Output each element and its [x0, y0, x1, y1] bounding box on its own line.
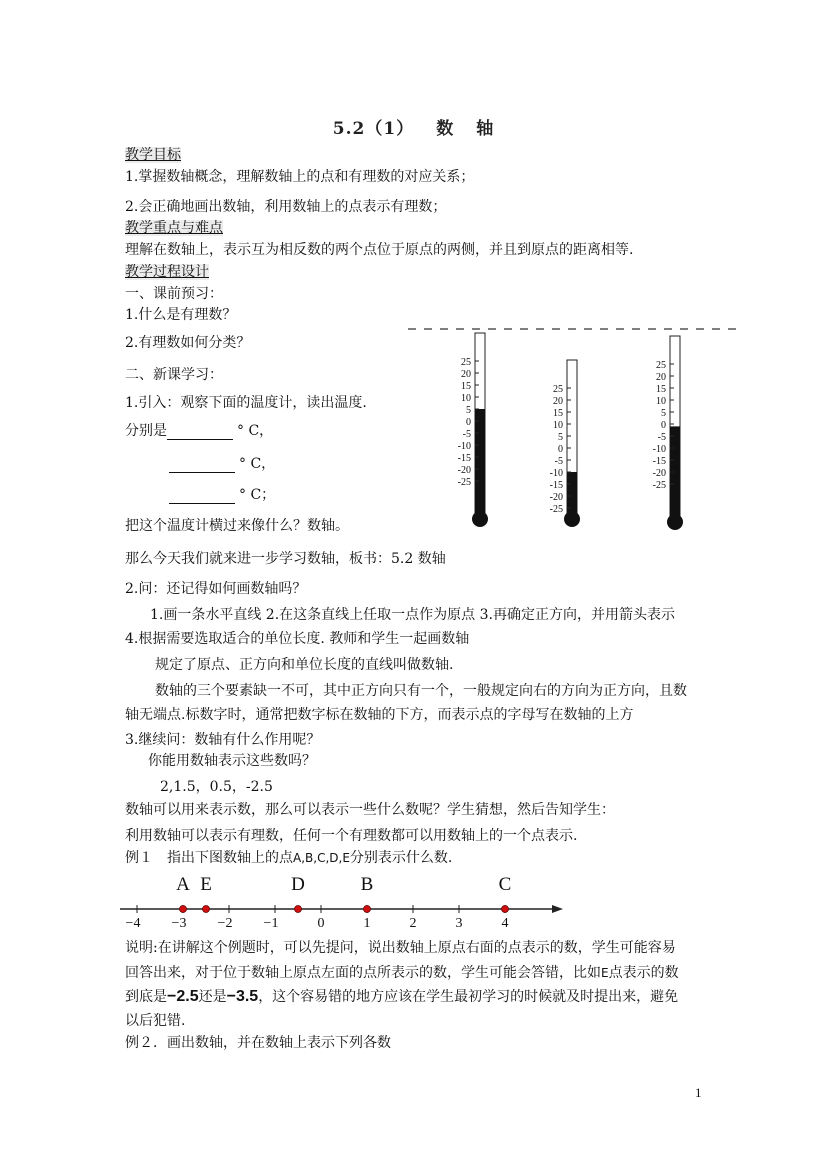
scale-label: -20 [549, 492, 563, 503]
tick-label: −2 [217, 916, 233, 931]
tick-label: 0 [317, 916, 325, 931]
scale-label: 0 [558, 444, 563, 455]
use-question: 3.继续问：数轴有什么作用呢？ [125, 732, 321, 748]
intro-text: 1.引入：观察下面的温度计，读出温度. [125, 395, 367, 411]
elements-line-2: 轴无端点.标数字时，通常把数字标在数轴的下方，而表示点的字母写在数轴的上方 [125, 707, 634, 723]
scale-label: 15 [656, 384, 666, 395]
scale-label: -5 [462, 429, 471, 440]
keypoints-text: 理解在数轴上，表示互为相反数的两个点位于原点的两侧，并且到原点的距离相等. [125, 242, 634, 258]
scale-label: 20 [656, 372, 666, 383]
scale-label: -15 [549, 480, 563, 491]
scale-label: 15 [461, 381, 471, 392]
scale-label: 25 [553, 384, 563, 395]
note-line-1: 说明:在讲解这个例题时，可以先提问，说出数轴上原点右面的点表示的数，学生可能容易 [125, 940, 676, 956]
note-line-2: 回答出来，对于位于数轴上原点左面的点所表示的数，学生可能会答错，比如E点表示的数 [125, 965, 679, 981]
tick-label: −4 [125, 916, 141, 931]
scale-label: 5 [558, 432, 563, 443]
scale-label: -25 [549, 504, 563, 515]
scale-label: -10 [549, 468, 563, 479]
point-c [502, 906, 509, 913]
scale-label: 25 [461, 357, 471, 368]
scale-label: 20 [553, 396, 563, 407]
answer-blank[interactable] [169, 459, 235, 473]
scale-label: 5 [466, 405, 471, 416]
goals-heading: 教学目标 [125, 147, 181, 163]
point-e [203, 906, 210, 913]
scale-label: 25 [656, 360, 666, 371]
scale-label: -10 [652, 444, 666, 455]
scale-label: -10 [457, 441, 471, 452]
steps-line-1: 1.画一条水平直线 2.在这条直线上任取一点作为原点 3.再确定正方向，并用箭头表示 [150, 607, 675, 623]
scale-label: -20 [457, 465, 471, 476]
board-text: 那么今天我们就来进一步学习数轴，板书：5.2 数轴 [125, 551, 446, 567]
goal-2: 2.会正确地画出数轴，利用数轴上的点表示有理数； [125, 199, 447, 215]
point-a [180, 906, 187, 913]
point-label-c: C [498, 874, 512, 895]
thermometer-bulb [472, 511, 488, 527]
tick-label: −3 [171, 916, 187, 931]
mercury-column [475, 409, 485, 513]
tick-label: 4 [501, 916, 509, 931]
tick-label: −1 [263, 916, 279, 931]
blank-row-3: ° C； [169, 486, 275, 504]
can-you-text: 你能用数轴表示这些数吗？ [148, 753, 316, 769]
page-title: 5.2（1） 数 轴 [332, 119, 495, 139]
definition-text: 规定了原点、正方向和单位长度的直线叫做数轴. [155, 657, 454, 673]
answer-blank[interactable] [167, 426, 233, 440]
steps-line-2: 4.根据需要选取适合的单位长度. 教师和学生一起画数轴 [125, 631, 470, 647]
blank-row-1: 分别是 ° C， [125, 423, 274, 439]
page-number: 1 [695, 1085, 702, 1100]
keypoints-heading: 教学重点与难点 [125, 220, 223, 236]
scale-label: 15 [553, 408, 563, 419]
tick-label: 3 [455, 916, 463, 931]
scale-label: 0 [661, 420, 666, 431]
point-label-b: B [360, 874, 374, 895]
new-lesson-heading: 二、新课学习： [125, 367, 223, 383]
thermometers-figure [400, 318, 745, 536]
scale-label: -20 [652, 468, 666, 479]
thermometer-bulb [667, 514, 683, 530]
tick-label: 1 [363, 916, 371, 931]
mercury-column [670, 426, 680, 516]
process-heading: 教学过程设计 [125, 264, 209, 280]
conclusion-text: 利用数轴可以表示有理数，任何一个有理数都可以用数轴上的一个点表示. [125, 828, 578, 844]
preview-q2: 2.有理数如何分类？ [125, 335, 251, 351]
elements-line-1: 数轴的三个要素缺一不可，其中正方向只有一个，一般规定向右的方向为正方向，且数 [155, 683, 687, 699]
numbers-list: 2,1.5，0.5，-2.5 [160, 779, 273, 795]
draw-question: 2.问：还记得如何画数轴吗？ [125, 581, 307, 597]
point-label-d: D [291, 874, 305, 895]
guess-text: 数轴可以用来表示数，那么可以表示一些什么数呢？学生猜想，然后告知学生： [125, 802, 615, 818]
point-b [364, 906, 371, 913]
thermometer-bulb [564, 511, 580, 527]
blank-row-2: ° C， [169, 455, 275, 473]
point-d [295, 906, 302, 913]
scale-label: 20 [461, 369, 471, 380]
mercury-column [567, 472, 577, 513]
example-2: 例２．画出数轴，并在数轴上表示下列各数 [125, 1035, 391, 1051]
tick-label: 2 [409, 916, 417, 931]
note-line-4: 以后犯错. [125, 1013, 186, 1029]
note-line-3: 到底是−2.5还是−3.5，这个容易错的地方应该在学生最初学习的时候就及时提出来，避免 [125, 988, 679, 1005]
scale-label: -25 [457, 477, 471, 488]
scale-label: 0 [466, 417, 471, 428]
scale-label: 5 [661, 408, 666, 419]
example-1: 例１ 指出下图数轴上的点A,B,C,D,E分别表示什么数. [125, 850, 453, 866]
horizontal-question: 把这个温度计横过来像什么？数轴。 [125, 518, 349, 534]
point-label-a: A [176, 874, 190, 895]
scale-label: 10 [461, 393, 471, 404]
point-label-e: E [200, 874, 212, 895]
answer-blank[interactable] [169, 490, 235, 504]
arrow-head [552, 905, 563, 913]
number-line-figure [118, 868, 568, 934]
scale-label: -15 [652, 456, 666, 467]
scale-label: -5 [657, 432, 666, 443]
preview-q1: 1.什么是有理数？ [125, 307, 237, 323]
goal-1: 1.掌握数轴概念，理解数轴上的点和有理数的对应关系； [125, 169, 475, 185]
scale-label: -15 [457, 453, 471, 464]
scale-label: 10 [656, 396, 666, 407]
scale-label: -5 [554, 456, 563, 467]
scale-label: 10 [553, 420, 563, 431]
preview-heading: 一、课前预习： [125, 286, 223, 302]
scale-label: -25 [652, 480, 666, 491]
